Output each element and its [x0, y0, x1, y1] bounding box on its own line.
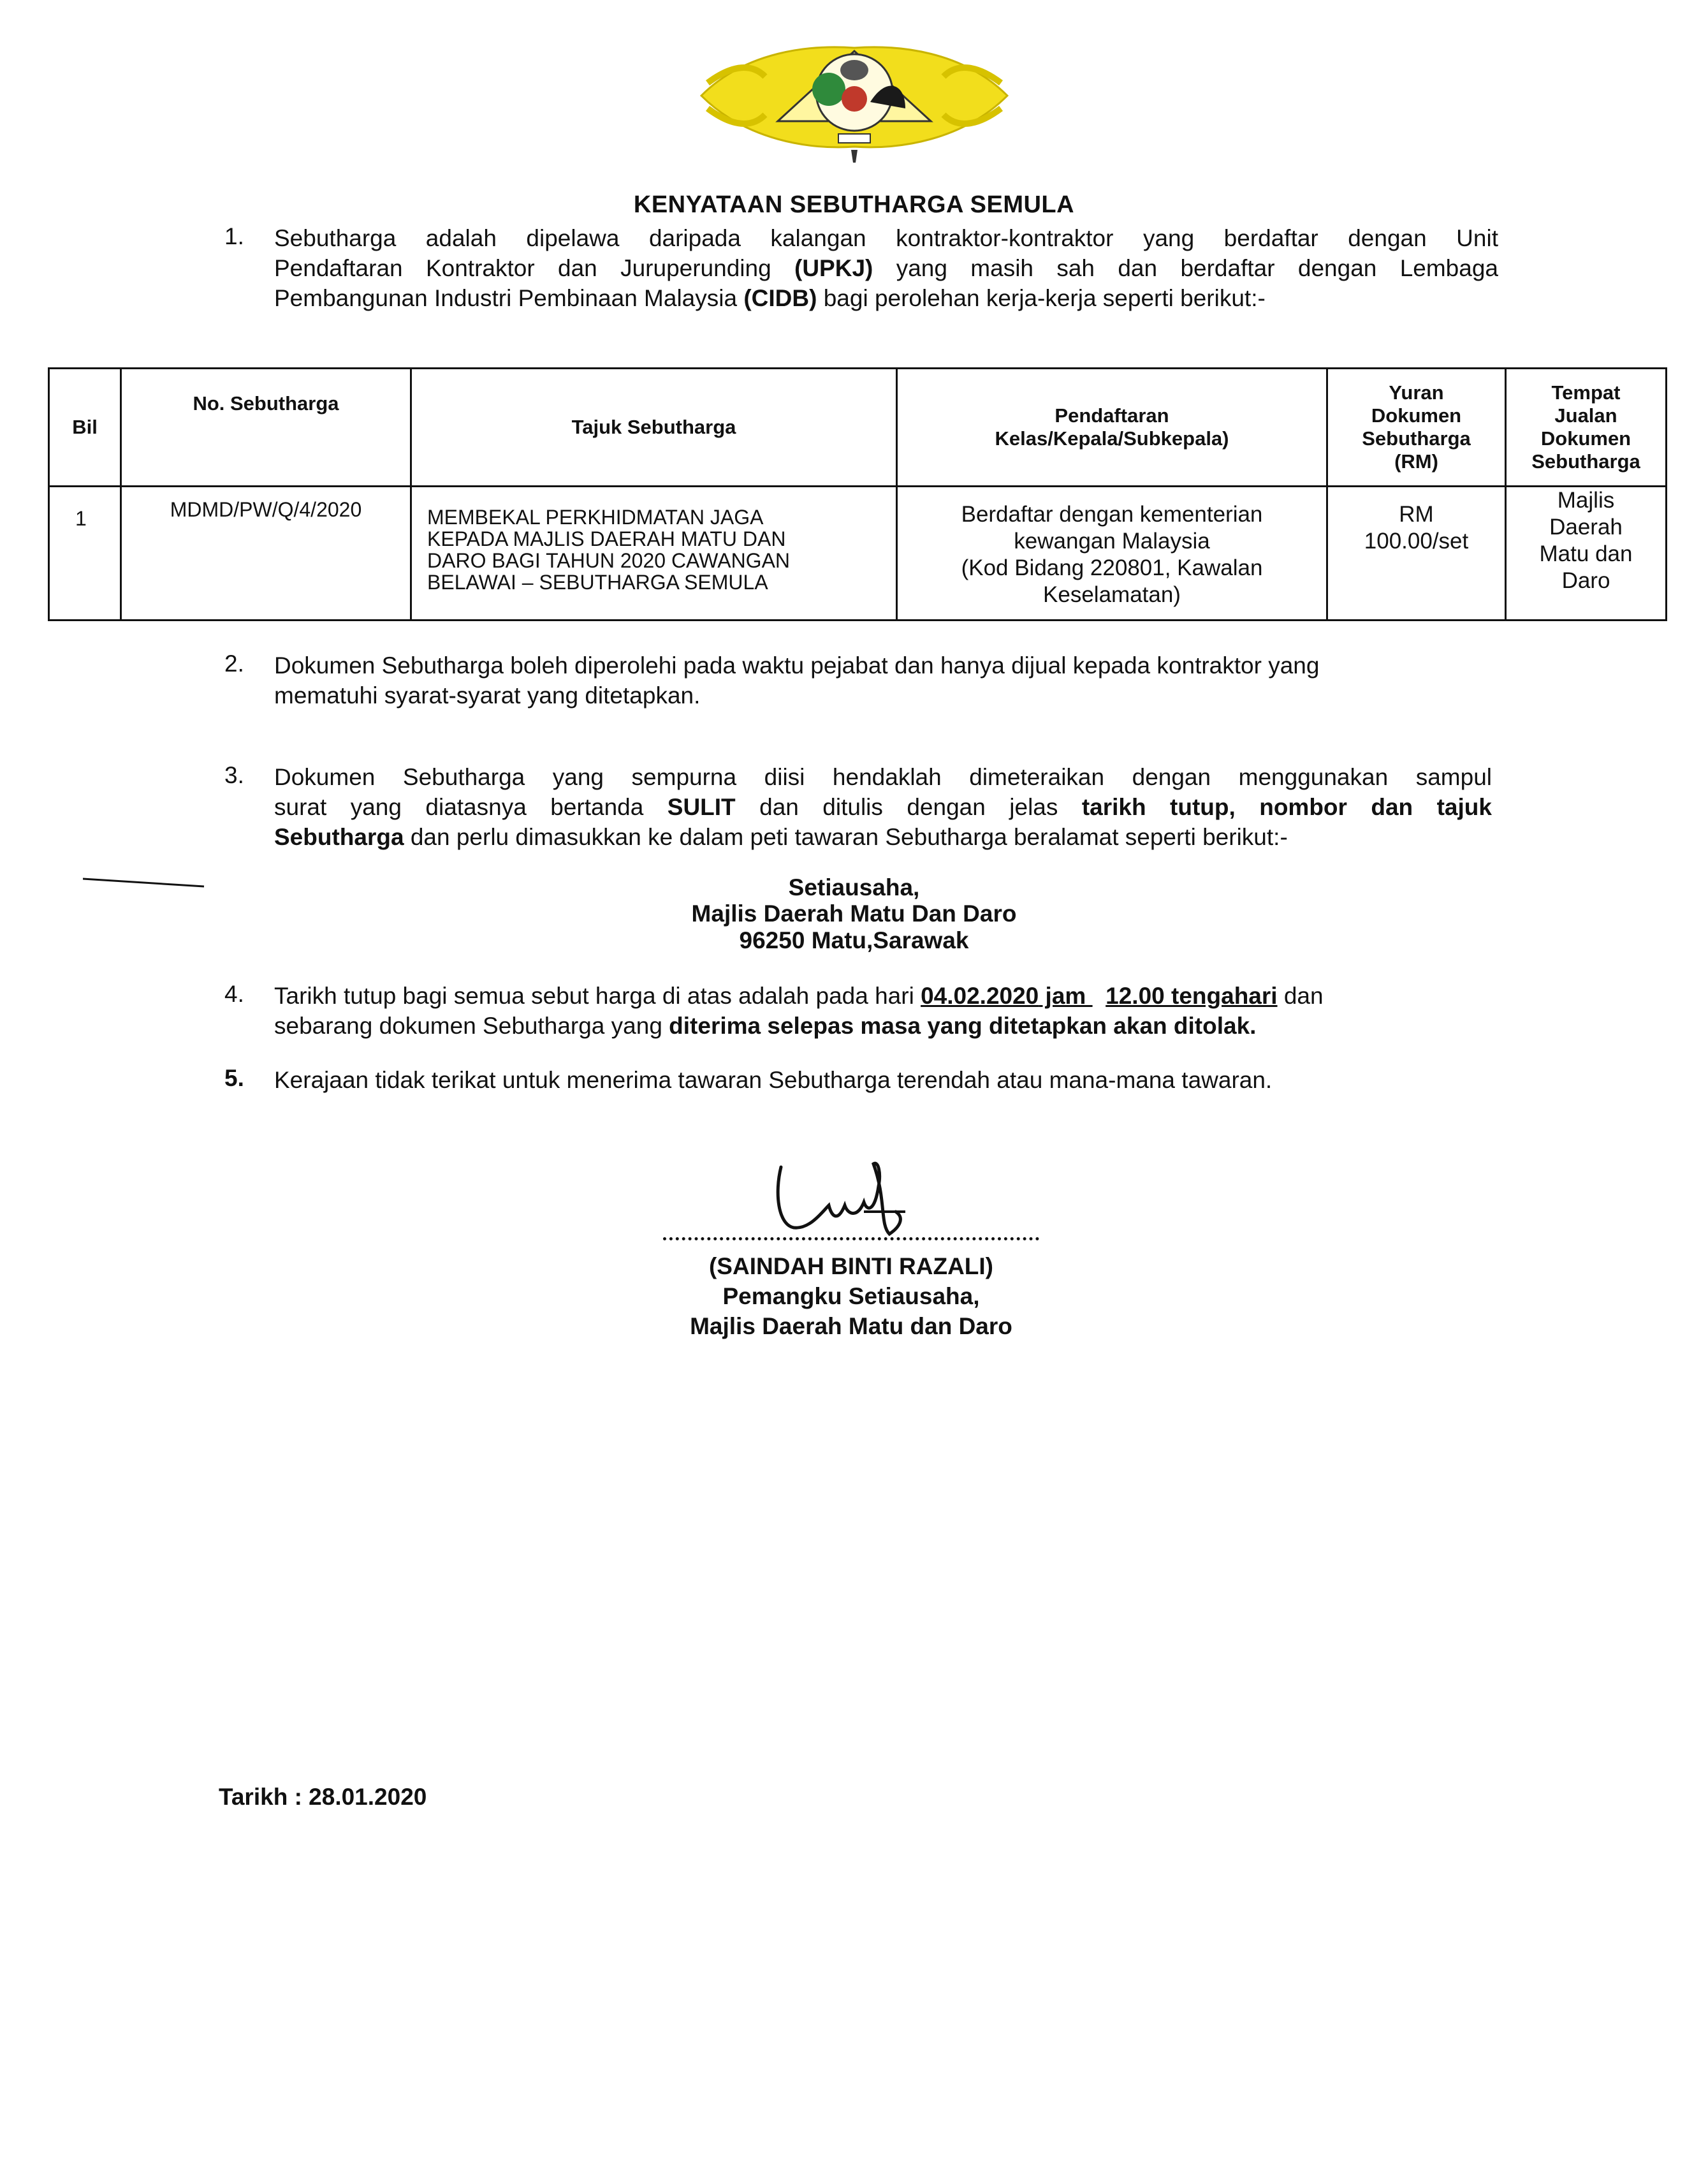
- para3-number: 3.: [224, 762, 244, 788]
- council-crest-logo: [695, 38, 1014, 166]
- handwritten-signature: [638, 1148, 1084, 1250]
- para5-text: Kerajaan tidak terikat untuk menerima tawaran Sebutharga terendah atau mana-mana tawaran.: [274, 1067, 1273, 1093]
- para3-line3: Sebutharga dan perlu dimasukkan ke dalam peti tawaran Sebutharga beralamat seperti berikut:-: [274, 824, 1288, 850]
- para3-line2: surat yang diatasnya bertanda SULIT dan ditulis dengan jelas tarikh tutup, nombor dan tajuk: [274, 794, 1492, 820]
- header-pendaftaran: Pendaftaran Kelas/Kepala/Subkepala): [897, 369, 1327, 487]
- para4-line2: sebarang dokumen Sebutharga yang diterima selepas masa yang ditetapkan akan ditolak.: [274, 1013, 1257, 1039]
- para4-number: 4.: [224, 981, 244, 1007]
- signatory-position: Pemangku Setiausaha,: [722, 1283, 980, 1309]
- table-header-row: [49, 369, 1667, 487]
- tender-table: [48, 367, 1667, 621]
- cell-no: MDMD/PW/Q/4/2020: [121, 487, 411, 621]
- header-tempat: Tempat Jualan Dokumen Sebutharga: [1506, 369, 1667, 487]
- signatory-name: (SAINDAH BINTI RAZALI): [708, 1253, 993, 1279]
- cell-tajuk: MEMBEKAL PERKHIDMATAN JAGA KEPADA MAJLIS DAERAH MATU DAN DARO BAGI TAHUN 2020 CAWANGAN BELAWAI – SEBUTHARGA SEMULA: [411, 487, 897, 621]
- signature-dotted-line: [663, 1237, 1039, 1240]
- cell-tempat: Majlis Daerah Matu dan Daro: [1506, 487, 1667, 621]
- para4-line1: Tarikh tutup bagi semua sebut harga di atas adalah pada hari 04.02.2020 jam 12.00 tengahari dan: [274, 983, 1324, 1009]
- para1-number: 1.: [224, 223, 244, 249]
- address-line1: Setiausaha,: [788, 874, 920, 900]
- header-no: No. Sebutharga: [121, 369, 411, 487]
- header-yuran: Yuran Dokumen Sebutharga (RM): [1327, 369, 1506, 487]
- para1-line1: Sebutharga adalah dipelawa daripada kalangan kontraktor-kontraktor yang berdaftar dengan Unit: [274, 225, 1498, 251]
- para3-line1: Dokumen Sebutharga yang sempurna diisi hendaklah dimeteraikan dengan menggunakan sampul: [274, 764, 1492, 790]
- cell-pendaftaran: Berdaftar dengan kementerian kewangan Malaysia (Kod Bidang 220801, Kawalan Keselamatan): [897, 487, 1327, 621]
- header-tajuk: Tajuk Sebutharga: [411, 369, 897, 487]
- para2-line2: mematuhi syarat-syarat yang ditetapkan.: [274, 682, 701, 709]
- document-title: KENYATAAN SEBUTHARGA SEMULA: [633, 191, 1075, 218]
- document-date: Tarikh : 28.01.2020: [219, 1784, 427, 1810]
- para1-line3: Pembangunan Industri Pembinaan Malaysia (CIDB) bagi perolehan kerja-kerja seperti berikut:-: [274, 285, 1266, 311]
- para2-number: 2.: [224, 650, 244, 677]
- para5-number: 5.: [224, 1065, 244, 1091]
- para2-line1: Dokumen Sebutharga boleh diperolehi pada waktu pejabat dan hanya dijual kepada kontraktor yang: [274, 652, 1320, 679]
- cell-bil: 1: [49, 487, 121, 621]
- header-bil: Bil: [49, 369, 121, 487]
- address-line2: Majlis Daerah Matu Dan Daro: [691, 900, 1017, 927]
- signatory-organisation: Majlis Daerah Matu dan Daro: [690, 1313, 1012, 1339]
- para1-line2: Pendaftaran Kontraktor dan Juruperunding (UPKJ) yang masih sah dan berdaftar dengan Lembaga: [274, 255, 1498, 281]
- cell-yuran: RM 100.00/set: [1327, 487, 1506, 621]
- address-line3: 96250 Matu,Sarawak: [739, 927, 969, 953]
- table-row: [49, 487, 1667, 621]
